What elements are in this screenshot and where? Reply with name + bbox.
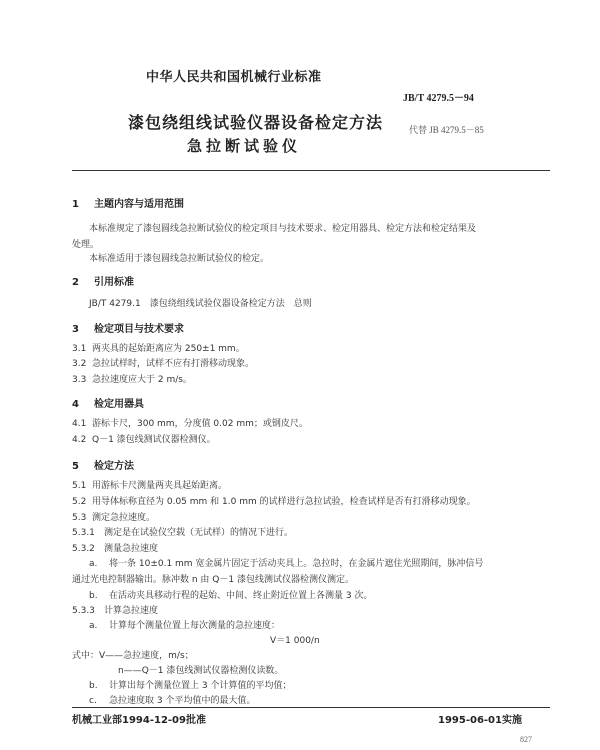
item-5-3-2: 5.3.2 测量急拉速度 <box>72 544 159 554</box>
item-5-3-1: 5.3.1 测定是在试验仪空载（无试样）的情况下进行。 <box>72 528 294 538</box>
formula-where-n: n——Q－1 漆包线测试仪器检测仪读数。 <box>118 666 284 676</box>
item-5-3-2-b: b. 在活动夹具移动行程的起始、中间、终止附近位置上各测量 3 次。 <box>89 591 373 601</box>
approval-date: 机械工业部1994-12-09批准 <box>72 715 206 726</box>
item-5-1: 5.1 用游标卡尺测量两夹具起始距离。 <box>72 481 228 491</box>
section-5-heading: 5 检定方法 <box>72 461 134 472</box>
standard-title: 中华人民共和国机械行业标准 <box>146 70 322 85</box>
page-number: 827 <box>520 735 532 744</box>
section-1-para-2: 本标准适用于漆包圆线急拉断试验仪的检定。 <box>89 254 270 264</box>
header-divider <box>72 170 550 171</box>
effective-date: 1995-06-01实施 <box>438 715 522 726</box>
item-5-3-3-c: c. 急拉速度取 3 个平均值中的最大值。 <box>89 696 256 706</box>
section-1-heading: 1 主题内容与适用范围 <box>72 199 184 210</box>
item-5-3-2-a: a. 将一条 10±0.1 mm 宽金属片固定于活动夹具上。急拉时，在金属片遮住光照期间，脉冲信号 <box>89 559 484 569</box>
item-3-2: 3.2 急拉试样时，试样不应有打滑移动现象。 <box>72 359 255 369</box>
formula-where-v: 式中：V——急拉速度，m/s； <box>72 651 194 661</box>
section-1-para-1-cont: 处理。 <box>72 240 100 250</box>
speed-formula: V＝1 000/n <box>270 636 320 646</box>
item-3-3: 3.3 急拉速度应大于 2 m/s。 <box>72 375 192 385</box>
section-1-para-1: 本标准规定了漆包圆线急拉断试验仪的检定项目与技术要求、检定用器具、检定方法和检定结果及 <box>89 224 477 234</box>
section-4-heading: 4 检定用器具 <box>72 399 144 410</box>
item-5-3-3-b: b. 计算出每个测量位置上 3 个计算值的平均值； <box>89 681 292 691</box>
item-4-1: 4.1 游标卡尺，300 mm，分度值 0.02 mm；或钢皮尺。 <box>72 419 308 429</box>
document-title: 漆包绕组线试验仪器设备检定方法 <box>128 113 384 132</box>
item-5-3-3: 5.3.3 计算急拉速度 <box>72 606 159 616</box>
footer-divider <box>72 707 550 708</box>
document-subtitle: 急拉断试验仪 <box>187 137 302 155</box>
replaces-note: 代替 JB 4279.5－85 <box>409 125 484 135</box>
item-5-2: 5.2 用导体标称直径为 0.05 mm 和 1.0 mm 的试样进行急拉试验，检查试样是否有打滑移动现象。 <box>72 497 476 507</box>
item-4-2: 4.2 Q－1 漆包线测试仪器检测仪。 <box>72 435 216 445</box>
standard-number: JB/T 4279.5－94 <box>403 93 474 104</box>
section-2-heading: 2 引用标准 <box>72 277 134 288</box>
reference-item <box>89 296 312 309</box>
section-3-heading: 3 检定项目与技术要求 <box>72 324 184 335</box>
item-5-3: 5.3 测定急拉速度。 <box>72 513 156 523</box>
item-5-3-2-a-cont: 通过光电控制器输出。脉冲数 n 由 Q－1 漆包线测试仪器检测仪测定。 <box>72 575 354 585</box>
reference-title: 漆包绕组线试验仪器设备检定方法 总则 <box>149 299 312 309</box>
item-3-1: 3.1 两夹具的起始距离应为 250±1 mm。 <box>72 344 245 354</box>
item-5-3-3-a: a. 计算每个测量位置上每次测量的急拉速度： <box>89 621 281 631</box>
reference-code: JB/T 4279.1 <box>89 299 141 309</box>
